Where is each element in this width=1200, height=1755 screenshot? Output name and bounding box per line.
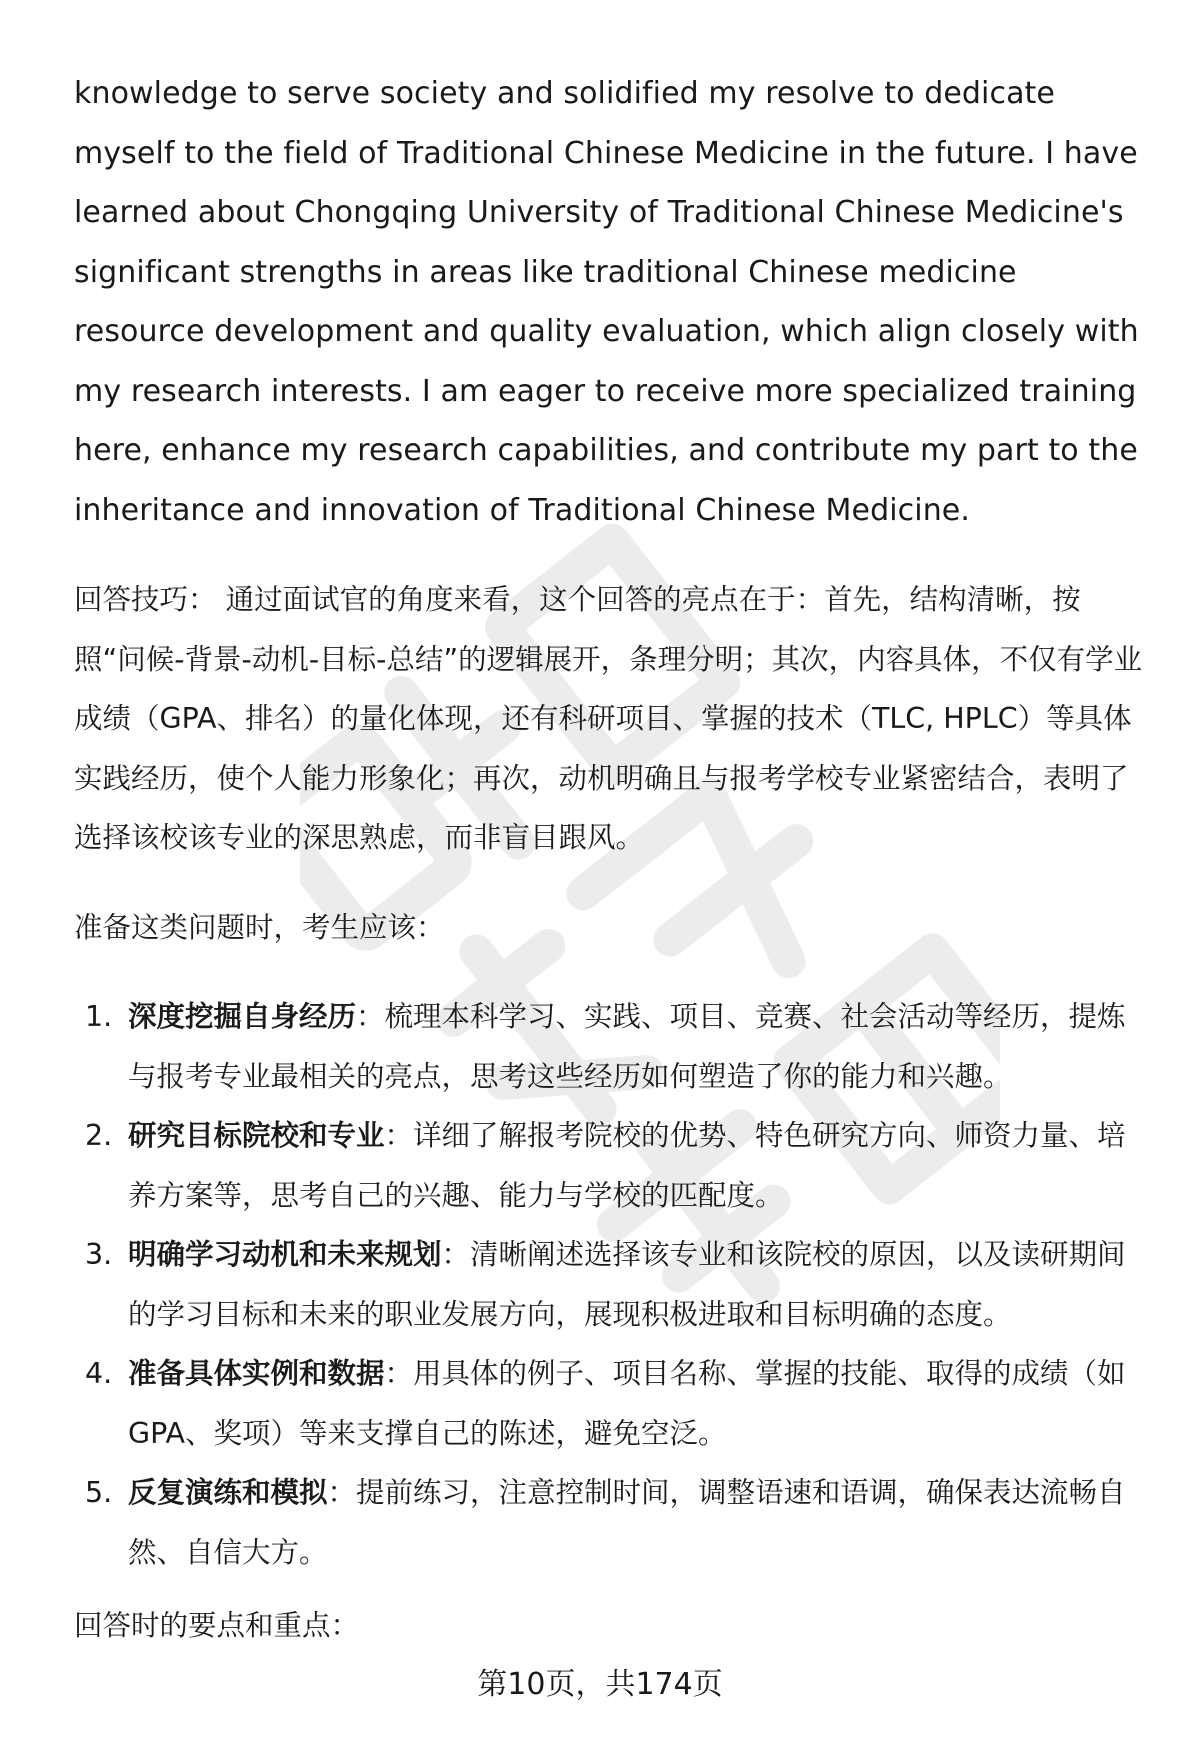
- list-item: [74, 1344, 1144, 1463]
- list-item-number: 4.: [85, 1357, 113, 1390]
- closing-heading: 回答时的要点和重点：: [74, 1609, 360, 1642]
- answer-tips-label: 回答技巧：: [74, 583, 217, 616]
- list-item-text: ：梳理本科学习、实践、项目、竞赛、社会活动等经历，提炼与报考专业最相关的亮点，思考这些经历如何塑造了你的能力和兴趣。: [128, 1000, 1126, 1093]
- list-item-text: ：提前练习，注意控制时间，调整语速和语调，确保表达流畅自然、自信大方。: [128, 1476, 1126, 1569]
- list-item-text: ：清晰阐述选择该专业和该院校的原因，以及读研期间的学习目标和未来的职业发展方向，展现积极进取和目标明确的态度。: [128, 1238, 1126, 1331]
- list-item-number: 1.: [85, 1000, 113, 1033]
- list-item-term: 研究目标院校和专业: [128, 1119, 385, 1152]
- list-item: [74, 987, 1144, 1106]
- page-footer: 第10页，共174页: [477, 1667, 723, 1702]
- prep-intro: 准备这类问题时，考生应该：: [74, 910, 445, 944]
- list-item-text: ：用具体的例子、项目名称、掌握的技能、取得的成绩（如GPA、奖项）等来支撑自己的陈述，避免空泛。: [128, 1357, 1126, 1450]
- prep-list: [74, 987, 1144, 1582]
- english-paragraph: knowledge to serve society and solidified my resolve to dedicate myself to the field of Traditional Chinese Medicine in the future. I have learned about Chongqing University of Traditional Chinese Medicine's significant strengths in areas like traditional Chinese medicine resource development and quality evaluation, which align closely with my research interests. I am eager to receive more specialized training here, enhance my research capabilities, and contribute my part to the inheritance and innovation of Traditional Chinese Medicine.: [74, 76, 1139, 528]
- list-item: [74, 1106, 1144, 1225]
- list-item-number: 3.: [85, 1238, 113, 1271]
- list-item-text: ：详细了解报考院校的优势、特色研究方向、师资力量、培养方案等，思考自己的兴趣、能力与学校的匹配度。: [128, 1119, 1126, 1212]
- list-item-term: 深度挖掘自身经历: [128, 1000, 357, 1033]
- list-item-number: 5.: [85, 1476, 113, 1509]
- list-item: [74, 1463, 1144, 1582]
- page-content: [74, 64, 1144, 1656]
- answer-tips-text: 通过面试官的角度来看，这个回答的亮点在于：首先，结构清晰，按照“问候-背景-动机-目标-总结”的逻辑展开，条理分明；其次，内容具体，不仅有学业成绩（GPA、排名）的量化体现，还有科研项目、掌握的技术（TLC, HPLC）等具体实践经历，使个人能力形象化；再次，动机明确且与报考学校专业紧密结合，表明了选择该校该专业的深思熟虑，而非盲目跟风。: [74, 583, 1143, 854]
- list-item-number: 2.: [85, 1119, 113, 1152]
- list-item: [74, 1225, 1144, 1344]
- list-item-term: 明确学习动机和未来规划: [128, 1238, 442, 1271]
- answer-tips-paragraph: [74, 570, 1144, 868]
- list-item-term: 准备具体实例和数据: [128, 1357, 385, 1390]
- list-item-term: 反复演练和模拟: [128, 1476, 328, 1509]
